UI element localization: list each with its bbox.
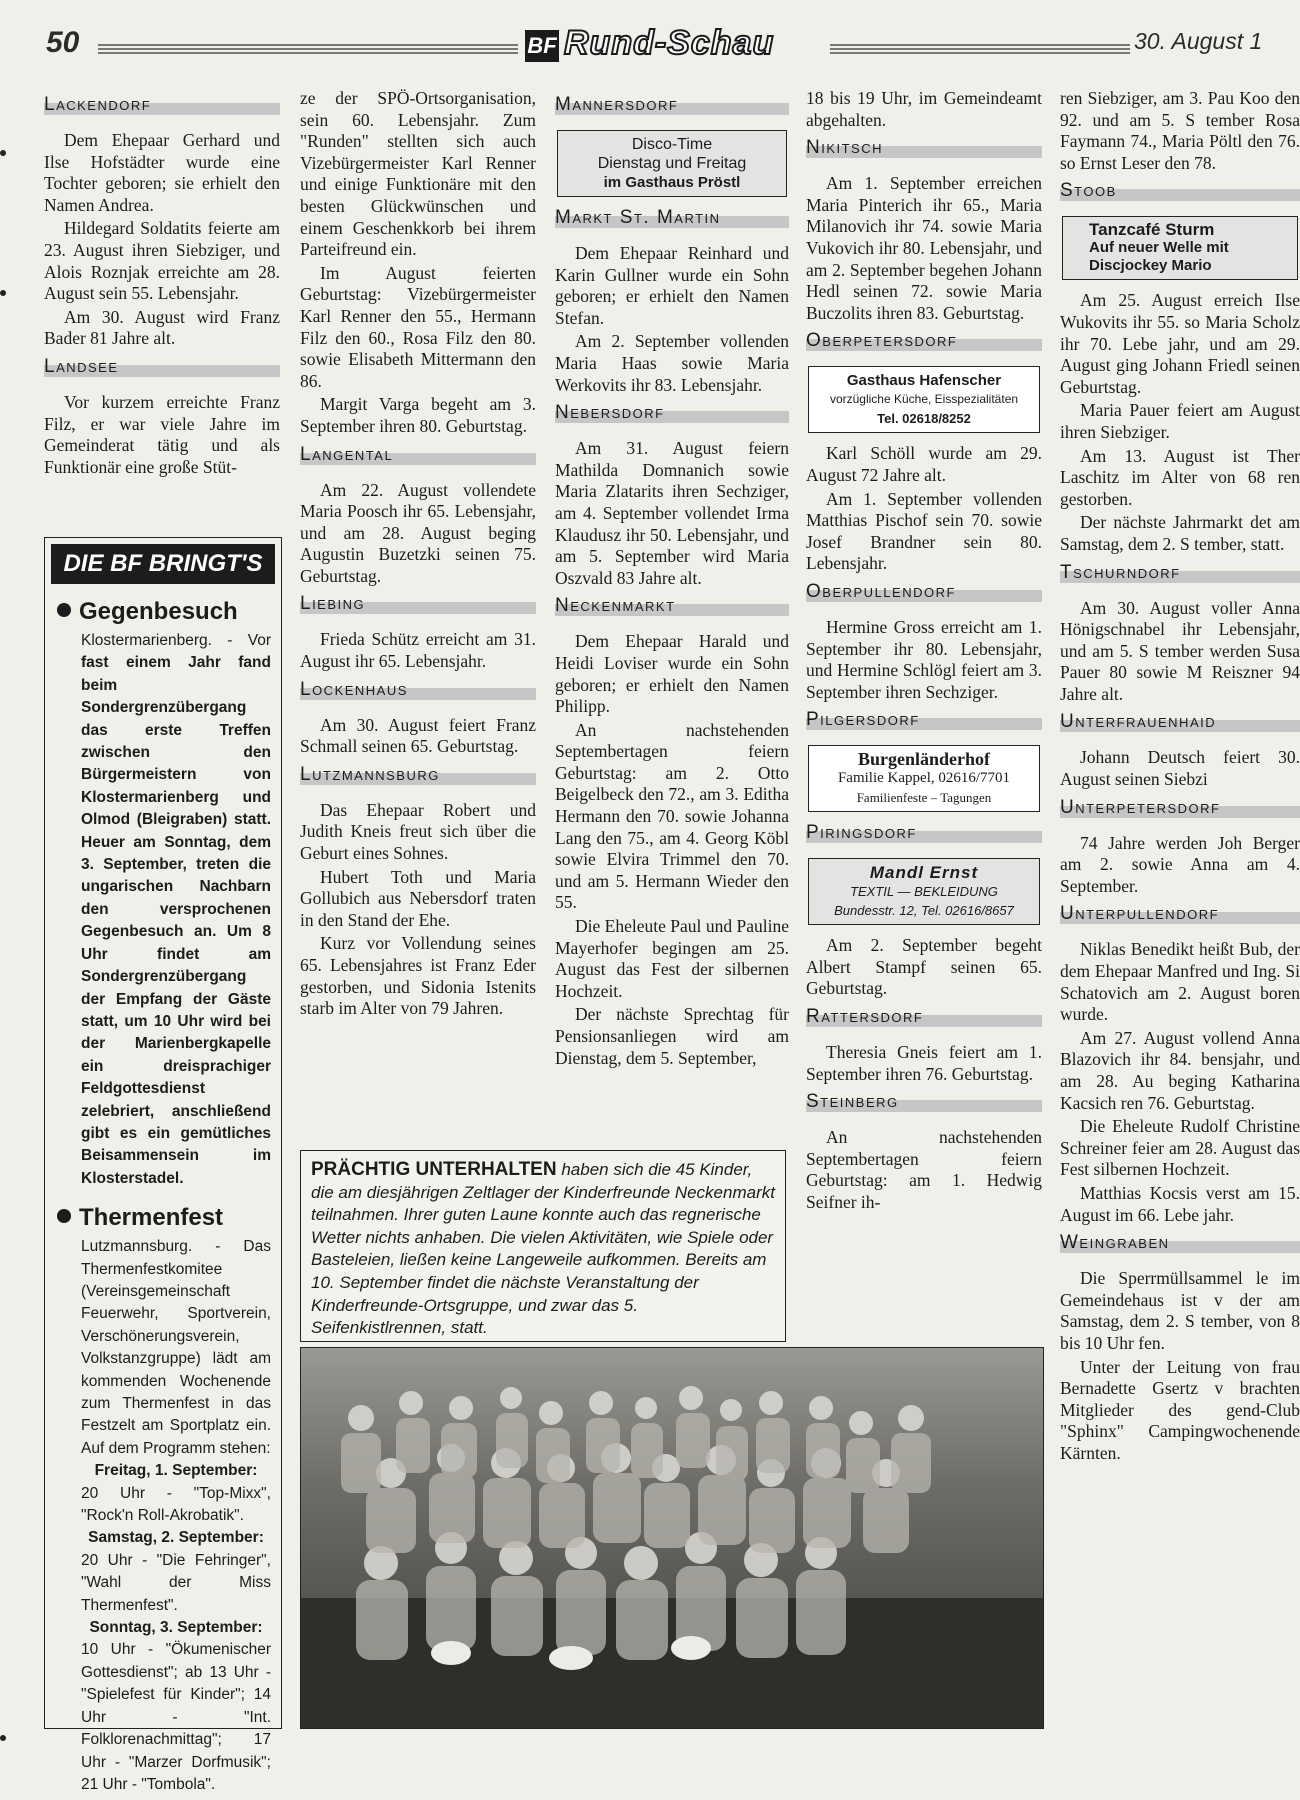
- article-paragraph: Am 13. August ist Ther Laschitz im Alter von 68 ren gestorben.: [1060, 445, 1300, 509]
- section-heading-unterpetersdorf: Unterpetersdorf: [1060, 797, 1300, 823]
- section-heading-tschurndorf: Tschurndorf: [1060, 562, 1300, 588]
- article-paragraph: Johann Deutsch feiert 30. August seinen Siebzi: [1060, 747, 1300, 790]
- binding-mark: [0, 1735, 6, 1741]
- binding-mark: [0, 150, 6, 156]
- article-paragraph: ren Siebziger, am 3. Pau Koo den 92. und am 5. S tember Rosa Faymann 74., Maria Pöltl den 76. so Ernst Leser den 78.: [1060, 88, 1300, 173]
- program-day-label: Samstag, 2. September:: [88, 1529, 264, 1547]
- section-heading-langental: Langental: [300, 444, 536, 470]
- ad-gasthaus-hafenscher: [808, 366, 1040, 433]
- section-heading-oberpullendorf: Oberpullendorf: [806, 581, 1042, 607]
- article-paragraph: Die Sperrmüllsammel le im Gemeindehaus ist v der am Samstag, dem 2. S tember, von 8 bis 10 Uhr fen.: [1060, 1268, 1300, 1353]
- column-2: [300, 88, 536, 1022]
- header-rule-left: [98, 42, 518, 54]
- bullet-icon: [57, 603, 71, 617]
- group-photo-illustration: [301, 1348, 1043, 1728]
- program-day-label: Sonntag, 3. September:: [89, 1619, 263, 1637]
- article-paragraph: Am 22. August vollendete Maria Poosch ihr 65. Lebensjahr, und am 28. August beging Augustin Buzetzki seinen 75. Geburtstag.: [300, 479, 536, 586]
- page-header: [40, 24, 1266, 68]
- column-1: [44, 88, 280, 480]
- binding-mark: [0, 290, 6, 296]
- article-paragraph: An nachstehenden Septembertagen feiern Geburtstag: am 1. Hedwig Seifner ih-: [806, 1127, 1042, 1213]
- section-heading-rattersdorf: Rattersdorf: [806, 1006, 1042, 1032]
- rundschau-logo: Rund-Schau: [564, 24, 775, 62]
- bullet-icon: [57, 1209, 71, 1223]
- article-paragraph: Am 2. September vollenden Maria Haas sowie Maria Werkovits ihr 83. Lebensjahr.: [555, 331, 789, 395]
- gegenbesuch-text: Klostermarienberg. - Vor fast einem Jahr fand beim Sondergrenzübergang das erste Treffen zwischen den Bürgermeistern von Klostermarienberg und Olmod (Bleigraben) statt. Heuer am Sonntag, dem 3. September, treten die ungarischen Nachbarn den versprochenen Gegenbesuch an. Um 8 Uhr findet am Sondergrenzübergang der Empfang der Gäste statt, um 10 Uhr wird bei der Marienbergkapelle ein dreisprachiger Feldgottesdienst zelebriert, anschließend gibt es ein gemütliches Beisammensein im Klosterstadel.: [81, 632, 271, 1187]
- issue-date: 30. August 1: [1134, 28, 1263, 54]
- thermenfest-text: Lutzmannsburg. - Das Thermenfestkomitee (Vereinsgemeinschaft Feuerwehr, Sportverein, Verschönerungsverein, Volkstanzgruppe) lädt am kommenden Wochenende zum Thermenfest in das Festzelt am Sportplatz ein. Auf dem Programm stehen:: [81, 1238, 271, 1457]
- article-paragraph: Dem Ehepaar Gerhard und Ilse Hofstädter wurde eine Tochter geboren; sie erhielt den Namen Andrea.: [44, 130, 280, 215]
- ad-line: Gasthaus Hafenscher: [846, 372, 1002, 390]
- article-paragraph: Die Eheleute Paul und Pauline Mayerhofer begingen am 25. August das Fest der silbernen Hochzeit.: [555, 916, 789, 1001]
- article-paragraph: Am 1. September erreichen Maria Pinterich ihr 65., Maria Milanovich ihr 74. sowie Maria Vukovich ihr 80. Lebensjahr, und am 2. September begehen Johann Hedl seinen 72. sowie Maria Buczolits ihren 83. Geburtstag.: [806, 173, 1042, 323]
- article-paragraph: Vor kurzem erreichte Franz Filz, er war viele Jahre im Gemeinderat tätig und als Funktionär eine große Stüt-: [44, 391, 280, 477]
- ad-tanzcafe-sturm: [1062, 216, 1298, 280]
- page-number: 50: [46, 26, 80, 59]
- header-rule-right: [830, 42, 1130, 54]
- article-paragraph: Am 1. September vollenden Matthias Pischof sein 70. sowie Josef Brandner sein 80. Lebensjahr.: [806, 488, 1042, 574]
- program-day-label: Freitag, 1. September:: [94, 1462, 258, 1480]
- section-heading-lockenhaus: Lockenhaus: [300, 679, 536, 705]
- group-photo: [300, 1347, 1044, 1729]
- section-heading-mannersdorf: Mannersdorf: [555, 94, 789, 120]
- article-paragraph: Hubert Toth und Maria Gollubich aus Nebersdorf traten in den Stand der Ehe.: [300, 866, 536, 930]
- program-day-text: 10 Uhr - "Ökumenischer Gottesdienst"; ab 13 Uhr - "Spielefest für Kinder"; 14 Uhr - "Int. Folklorenachmittag"; 17 Uhr - "Marzer Dorfmusik"; 21 Uhr - "Tombola".: [81, 1641, 271, 1793]
- article-paragraph: Frieda Schütz erreicht am 31. August ihr 65. Lebensjahr.: [300, 629, 536, 672]
- article-paragraph: Kurz vor Vollendung seines 65. Lebensjahres ist Franz Eder gestorben, und Sidonia Istenits starb im Alter von 79 Jahren.: [300, 933, 536, 1019]
- article-paragraph: 74 Jahre werden Joh Berger am 2. sowie Anna am 4. September.: [1060, 832, 1300, 896]
- article-paragraph: An nachstehenden Septembertagen feiern Geburtstag: am 2. Otto Beigelbeck den 72., am 3. Editha Hermann den 70. sowie Johanna Lang den 75., am 4. Georg Köbl sowie Elvira Trimmel den 70. und am 5. Hermann Wieder den 55.: [555, 719, 789, 913]
- article-paragraph: Der nächste Jahrmarkt det am Samstag, dem 2. S tember, statt.: [1060, 512, 1300, 554]
- section-heading-nebersdorf: Nebersdorf: [555, 402, 789, 428]
- bf-bringts-box: [44, 537, 282, 1793]
- article-paragraph: Theresia Gneis feiert am 1. September ihren 76. Geburtstag.: [806, 1042, 1042, 1084]
- ad-line: Tel. 02618/8252: [877, 411, 971, 427]
- article-paragraph: Dem Ehepaar Reinhard und Karin Gullner wurde ein Sohn geboren; er erhielt den Namen Stefan.: [555, 243, 789, 328]
- article-paragraph: Margit Varga begeht am 3. September ihren 80. Geburtstag.: [300, 394, 536, 436]
- section-heading-piringsdorf: Piringsdorf: [806, 822, 1042, 848]
- article-paragraph: Niklas Benedikt heißt Bub, der dem Ehepaar Manfred und Ing. Si Schatovich am 2. August boren wurde.: [1060, 939, 1300, 1025]
- ad-burgenlaenderhof: [808, 745, 1040, 812]
- ad-disco-time: [557, 130, 787, 197]
- section-heading-weingraben: Weingraben: [1060, 1232, 1300, 1258]
- thermenfest-heading: Thermenfest: [57, 1204, 271, 1232]
- section-heading-steinberg: Steinberg: [806, 1091, 1042, 1117]
- section-heading-oberpetersdorf: Oberpetersdorf: [806, 330, 1042, 356]
- section-heading-unterfrauenhaid: Unterfrauenhaid: [1060, 711, 1300, 737]
- ad-line: Familienfeste – Tagungen: [856, 790, 992, 806]
- section-heading-neckenmarkt: Neckenmarkt: [555, 595, 789, 621]
- article-paragraph: Hermine Gross erreicht am 1. September ihr 80. Lebensjahr, und Hermine Schlögl feiert am 3. September ihren Sechziger.: [806, 616, 1042, 702]
- article-paragraph: Am 25. August erreich Ilse Wukovits ihr 55. so Maria Scholz ihr 70. Lebe jahr, und am 29. August ging Johann Friedl seinen Geburtstag.: [1060, 290, 1300, 397]
- ad-line: Tanzcafé Sturm: [1089, 220, 1215, 240]
- section-heading-nikitsch: Nikitsch: [806, 137, 1042, 163]
- ad-line: Discjockey Mario: [1089, 257, 1212, 275]
- article-paragraph: Matthias Kocsis verst am 15. August im 66. Lebe jahr.: [1060, 1182, 1300, 1225]
- article-paragraph: Am 27. August vollend Anna Blazovich ihr 84. bensjahr, und am 28. Au beging Katharina Kacsich ren 76. Geburtstag.: [1060, 1027, 1300, 1113]
- article-paragraph: Am 31. August feiern Mathilda Domnanich sowie Maria Zlatarits ihren Sechziger, am 4. September vollendet Irma Klaudusz ihr 50. Lebensjahr, und am 5. September wird Maria Oszvald 83 Jahre alt.: [555, 438, 789, 588]
- caption-lead: PRÄCHTIG UNTERHALTEN: [311, 1159, 557, 1180]
- article-paragraph: Am 30. August voller Anna Hönigschnabel ihr Lebensjahr, und am 5. S tember werden Susa Pauer 80 sowie M Reiszner 94 Jahre alt.: [1060, 597, 1300, 704]
- column-3: [555, 88, 789, 1071]
- section-heading-stoob: Stoob: [1060, 180, 1300, 206]
- article-paragraph: Die Eheleute Rudolf Christine Schreiner feier am 28. August das Fest silbernen Hochzeit.: [1060, 1116, 1300, 1180]
- column-5: [1060, 88, 1300, 1467]
- bf-logo: BF: [525, 30, 559, 62]
- program-day-text: 20 Uhr - "Top-Mixx", "Rock'n Roll-Akrobatik".: [81, 1484, 271, 1525]
- article-paragraph: Das Ehepaar Robert und Judith Kneis freut sich über die Geburt eines Sohnes.: [300, 799, 536, 864]
- ad-line: im Gasthaus Pröstl: [603, 174, 741, 191]
- article-paragraph: Am 30. August feiert Franz Schmall seinen 65. Geburtstag.: [300, 714, 536, 757]
- section-heading-liebing: Liebing: [300, 593, 536, 619]
- box-title: DIE BF BRINGT'S: [51, 544, 275, 584]
- article-paragraph: Hildegard Soldatits feierte am 23. August ihren Siebziger, und Alois Roznjak erreichte am 28. August sein 55. Lebensjahr.: [44, 218, 280, 304]
- column-4: [806, 88, 1042, 1216]
- article-paragraph: ze der SPÖ-Ortsorganisation, sein 60. Lebensjahr. Zum "Runden" stellten sich auch Vizebürgermeister Karl Renner und einige Funktionäre mit den besten Glückwünschen und einem Geschenkkorb bei ihrem Parteifreund ein.: [300, 88, 536, 260]
- section-heading-unterpullendorf: Unterpullendorf: [1060, 903, 1300, 929]
- caption-text: haben sich die 45 Kinder, die am diesjährigen Zeltlager der Kinderfreunde Neckenmarkt teilnahmen. Ihrer guten Laune konnte auch das regnerische Wetter nichts anhaben. Die vielen Aktivitäten, wie Spiele oder Basteleien, ließen keine Langeweile aufkommen. Bereits am 10. September findet die nächste Veranstaltung der Kinderfreunde-Ortsgruppe, und zwar das 5. Seifenkistlrennen, statt.: [311, 1160, 775, 1338]
- article-paragraph: Maria Pauer feiert am August ihren Siebziger.: [1060, 400, 1300, 442]
- ad-line: vorzügliche Küche, Eisspezialitäten: [829, 392, 1019, 407]
- photo-caption: [300, 1150, 786, 1342]
- article-paragraph: Der nächste Sprechtag für Pensionsanliegen wird am Dienstag, dem 5. September,: [555, 1004, 789, 1068]
- article-paragraph: Im August feierten Geburtstag: Vizebürgermeister Karl Renner den 55., Hermann Filz den 60., Rosa Filz den 80. sowie Elisabeth Mittermann den 86.: [300, 262, 536, 391]
- section-heading-markt-st-martin: Markt St. Martin: [555, 207, 789, 233]
- section-heading-pilgersdorf: Pilgersdorf: [806, 709, 1042, 735]
- article-paragraph: Karl Schöll wurde am 29. August 72 Jahre alt.: [806, 443, 1042, 485]
- ad-mandl-ernst: [808, 858, 1040, 925]
- ad-line: Auf neuer Welle mit: [1089, 239, 1229, 257]
- section-heading-landsee: Landsee: [44, 356, 280, 382]
- ad-line: Dienstag und Freitag: [597, 155, 747, 172]
- section-heading-lutzmannsburg: Lutzmannsburg: [300, 764, 536, 790]
- article-paragraph: Dem Ehepaar Harald und Heidi Loviser wurde ein Sohn geboren; er erhielt den Namen Philipp.: [555, 631, 789, 717]
- section-heading-lackendorf: Lackendorf: [44, 94, 280, 120]
- article-paragraph: Unter der Leitung von frau Bernadette Gsertz v brachten Mitglieder des gend-Club "Sphinx" Campingwochenende Kärnten.: [1060, 1356, 1300, 1463]
- article-paragraph: Am 30. August wird Franz Bader 81 Jahre alt.: [44, 306, 280, 349]
- ad-line: Familie Kappel, 02616/7701: [837, 770, 1011, 787]
- program-day-text: 20 Uhr - "Die Fehringer", "Wahl der Miss Thermenfest".: [81, 1551, 271, 1614]
- ad-line: TEXTIL — BEKLEIDUNG: [850, 884, 998, 900]
- article-paragraph: 18 bis 19 Uhr, im Gemeindeamt abgehalten.: [806, 88, 1042, 130]
- ad-line: Disco-Time: [631, 136, 713, 153]
- ad-line: Burgenländerhof: [857, 749, 990, 770]
- article-paragraph: Am 2. September begeht Albert Stampf seinen 65. Geburtstag.: [806, 935, 1042, 999]
- ad-line: Mandl Ernst: [869, 863, 979, 883]
- ad-line: Bundesstr. 12, Tel. 02616/8657: [834, 903, 1014, 919]
- gegenbesuch-heading: Gegenbesuch: [57, 598, 271, 626]
